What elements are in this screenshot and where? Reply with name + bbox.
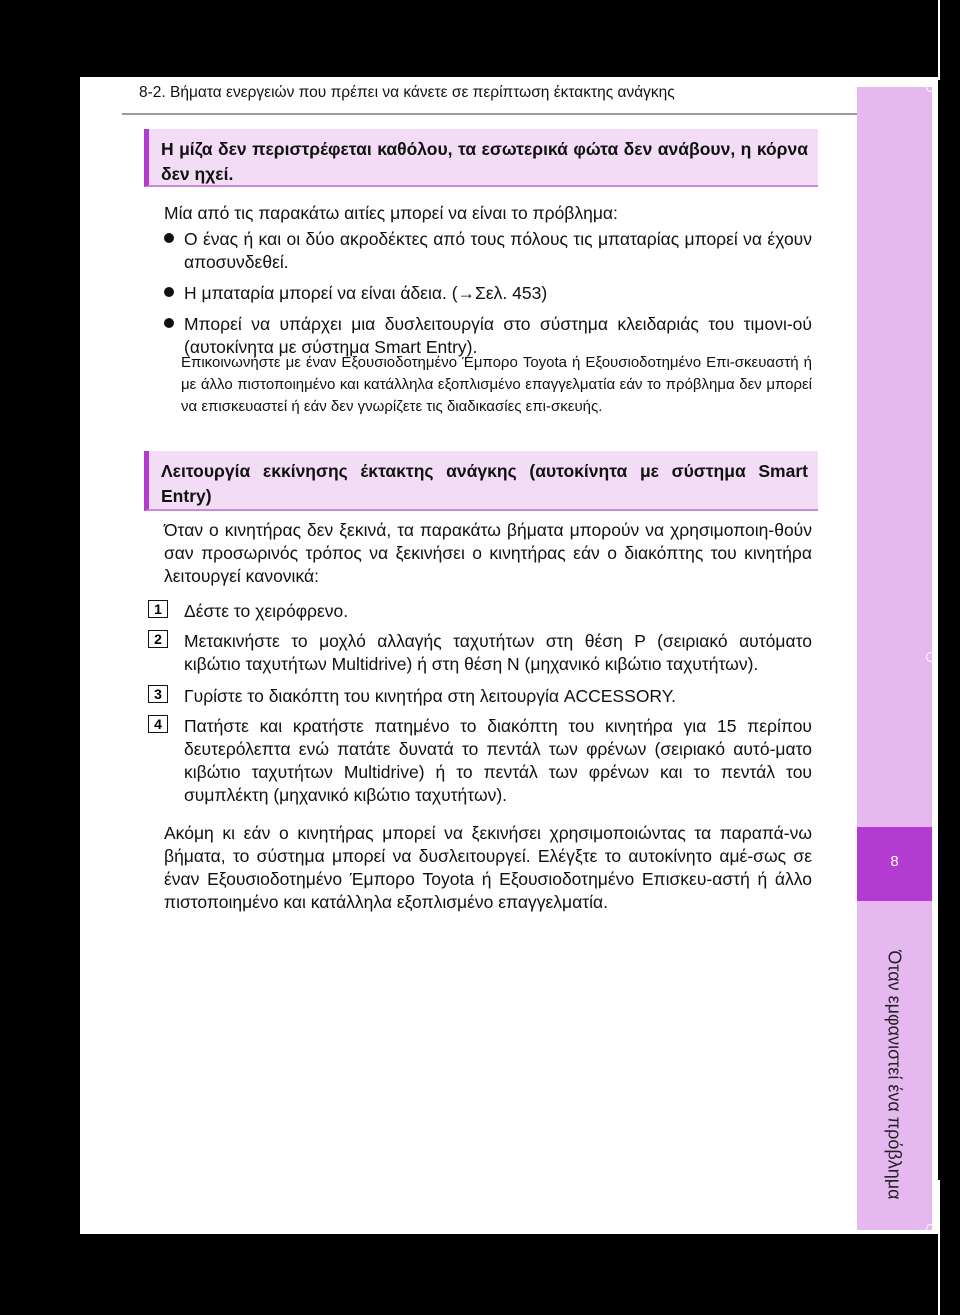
step-number-badge: 3 (148, 685, 168, 703)
step-number-badge: 2 (148, 630, 168, 648)
bullet-text: Η μπαταρία μπορεί να είναι άδεια. (→Σελ. 453) (184, 283, 548, 303)
service-note: Επικοινωνήστε με έναν Εξουσιοδοτημένο Έμπορο Toyota ή Εξουσιοδοτημένο Επι-σκευαστή ή με άλλο πιστοποιημένο και κατάλληλα εξοπλισμένο επαγγελματία εάν το πρόβλημα δεν μπορεί να επισκευαστεί ή εάν δεν γνωρίζετε τις διαδικασίες επι-σκευής. (181, 354, 812, 415)
section-heading-emergency-start: Λειτουργία εκκίνησης έκτακτης ανάγκης (αυτοκίνητα με σύστημα Smart Entry) (144, 451, 818, 511)
chapter-number: 8 (890, 853, 899, 870)
closing-paragraph: Ακόμη κι εάν ο κινητήρας μπορεί να ξεκινήσει χρησιμοποιώντας τα παραπά-νω βήματα, το σύστημα μπορεί να δυσλειτουργεί. Ελέγξτε το αυτοκίνητο αμέ-σως σε έναν Εξουσιοδοτημένο Έμπορο Toyota ή Εξουσιοδοτημένο Επισκευ-αστή ή άλλο πιστοποιημένο και κατάλληλα εξοπλισμένο επαγγελματία. (164, 823, 812, 912)
bullet-text: Μπορεί να υπάρχει μια δυσλειτουργία στο σύστημα κλειδαριάς του τιμονι-ού (αυτοκίνητα με σύστημα Smart Entry). (184, 314, 812, 357)
registration-mark-icon (926, 652, 936, 662)
manual-page (80, 77, 938, 1234)
header-rule (122, 113, 932, 115)
bullet-dot-icon (164, 287, 174, 297)
registration-mark-icon (926, 82, 936, 92)
bullet-dot-icon (164, 318, 174, 328)
section2-intro: Όταν ο κινητήρας δεν ξεκινά, τα παρακάτω βήματα μπορούν να χρησιμοποιη-θούν σαν προσωρινός τρόπος να ξεκινήσει ο κινητήρας εάν ο διακόπτης του κινητήρα λειτουργεί κανονικά: (164, 520, 812, 586)
registration-mark-icon (926, 1224, 936, 1234)
crop-mark (938, 1180, 940, 1315)
chapter-number-block (857, 827, 932, 901)
crop-mark (938, 0, 940, 80)
bullet-text: Ο ένας ή και οι δύο ακροδέκτες από τους πόλους τις μπαταρίας μπορεί να έχουν αποσυνδεθεί. (184, 229, 812, 272)
step-number-badge: 1 (148, 600, 168, 618)
section1-intro: Μία από τις παρακάτω αιτίες μπορεί να είναι το πρόβλημα: (164, 203, 618, 223)
step-text: Γυρίστε το διακόπτη του κινητήρα στη λειτουργία ACCESSORY. (184, 686, 677, 706)
running-head: 8-2. Βήματα ενεργειών που πρέπει να κάνετε σε περίπτωση έκτακτης ανάγκης (139, 84, 675, 101)
step-text: Δέστε το χειρόφρενο. (184, 601, 349, 621)
chapter-title: Όταν εμφανιστεί ένα πρόβλημα (884, 950, 905, 1200)
bullet-dot-icon (164, 233, 174, 243)
step-text: Μετακινήστε το μοχλό αλλαγής ταχυτήτων στη θέση P (σειριακό αυτόματο κιβώτιο ταχυτήτων Multidrive) ή στη θέση N (μηχανικό κιβώτιο ταχυτήτων). (184, 631, 812, 674)
section-heading-starter: Η μίζα δεν περιστρέφεται καθόλου, τα εσωτερικά φώτα δεν ανάβουν, η κόρνα δεν ηχεί. (144, 129, 818, 187)
step-text: Πατήστε και κρατήστε πατημένο το διακόπτη του κινητήρα για 15 περίπου δευτερόλεπτα ενώ πατάτε δυνατά το πεντάλ των φρένων (σειριακό αυτό-ματο κιβώτιο ταχυτήτων Multidrive) ή το πεντάλ των φρένων και το πεντάλ του συμπλέκτη (μηχανικό κιβώτιο ταχυτήτων). (184, 716, 812, 805)
step-number-badge: 4 (148, 715, 168, 733)
